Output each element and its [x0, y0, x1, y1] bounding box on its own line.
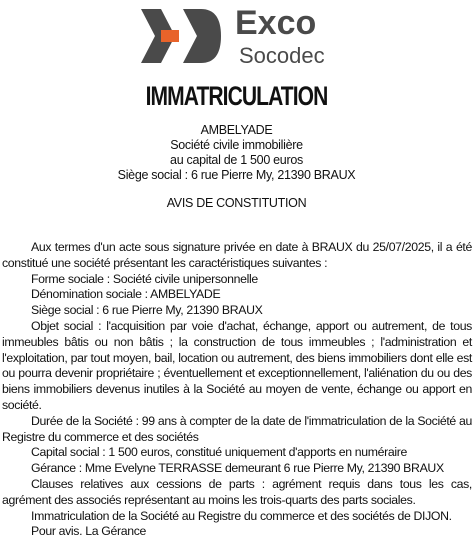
paragraph-capital: Capital social : 1 500 euros, constitué uniquement d'apports en numéraire	[31, 445, 408, 460]
paragraph-intro: Aux termes d'un acte sous signature privée en date à BRAUX du 25/07/2025, il a été constitué une société présentant les caractéristiques suivantes :	[2, 240, 472, 270]
paragraph-forme-sociale: Forme sociale : Société civile unipersonnelle	[31, 271, 258, 286]
paragraph-objet-social: Objet social : l'acquisition par voie d'achat, échange, apport ou autrement, de tous immeubles bâtis ou non bâtis ; la construction de tous immeubles ; l'administration et l'exploitation, par tout moyen, bail, location ou autrement, des biens immobiliers dont elle est ou pourra devenir propriétaire ; éventuellement et exceptionnellement, l'aliénation du ou des biens immobiliers devenus inutiles à la Société au moyen de vente, échange ou apport en société.	[2, 318, 472, 412]
paragraph-siege-social: Siège social : 6 rue Pierre My, 21390 BRAUX	[31, 303, 263, 318]
paragraph-duree: Durée de la Société : 99 ans à compter de la date de l'immatriculation de la Société au Registre du commerce et des sociétés	[2, 413, 472, 444]
exco-socodec-logo	[139, 3, 339, 69]
company-name: AMBELYADE	[200, 123, 273, 137]
logo-orange-bar	[161, 30, 179, 42]
exco-logo-mark	[139, 3, 339, 69]
paragraph-denomination: Dénomination sociale : AMBELYADE	[31, 287, 221, 302]
logo-brand-text: Exco	[235, 4, 317, 42]
paragraph-immatriculation: Immatriculation de la Société au Registre du commerce et des sociétés de DIJON.	[31, 508, 452, 523]
logo-right-arc	[183, 9, 221, 63]
company-identity-block	[0, 123, 473, 183]
paragraph-clauses: Clauses relatives aux cessions de parts : agrément requis dans tous les cas, agrément des associés représentant au moins les trois-quarts des parts sociales.	[2, 476, 472, 507]
paragraph-signature: Pour avis. La Gérance	[31, 524, 147, 539]
paragraph-gerance: Gérance : Mme Evelyne TERRASSE demeurant 6 rue Pierre My, 21390 BRAUX	[31, 461, 444, 476]
logo-sub-text: Socodec	[239, 43, 325, 68]
notice-title: AVIS DE CONSTITUTION	[166, 196, 307, 210]
notice-body	[2, 240, 472, 540]
page-heading: IMMATRICULATION	[145, 81, 328, 111]
company-capital: au capital de 1 500 euros	[170, 153, 303, 167]
company-form: Société civile immobilière	[170, 138, 303, 152]
company-address: Siège social : 6 rue Pierre My, 21390 BRAUX	[117, 168, 356, 182]
